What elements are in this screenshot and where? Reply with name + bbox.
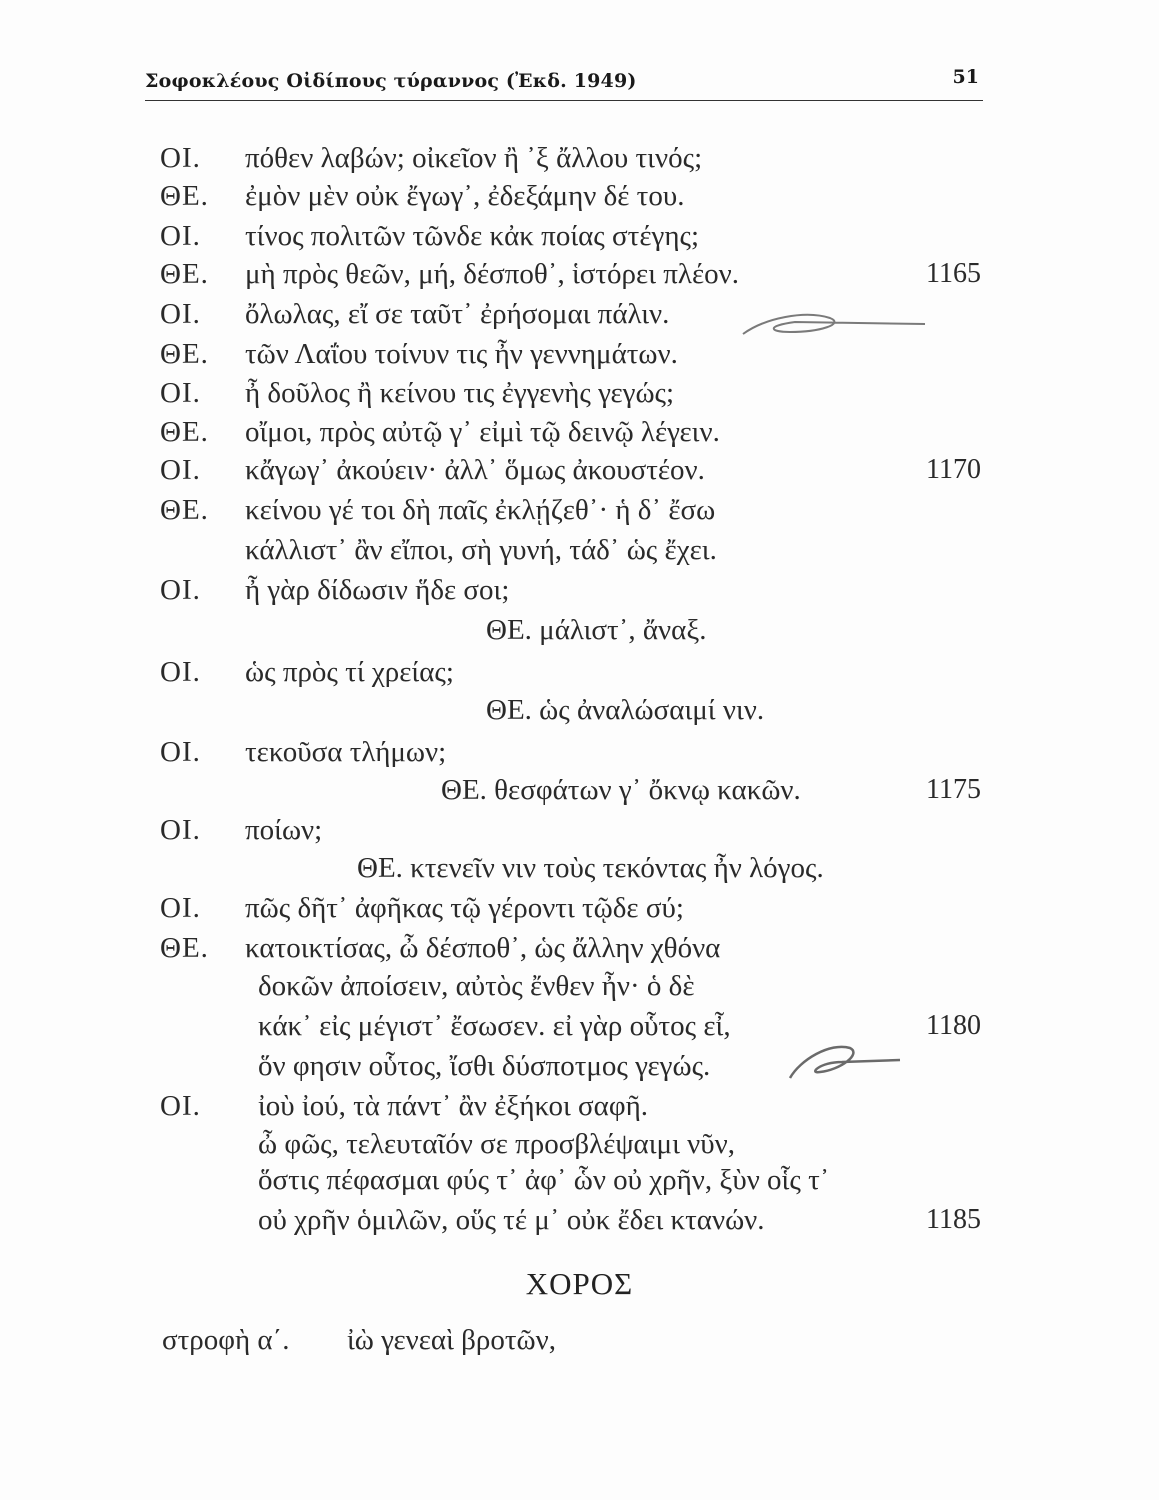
verse-line xyxy=(0,614,1159,648)
line-number: 1165 xyxy=(926,258,981,289)
verse-line xyxy=(0,656,1159,690)
verse-text: ἦ δοῦλος ἢ κείνου τις ἐγγενὴς γεγώς; xyxy=(245,377,675,409)
verse-line xyxy=(0,932,1159,966)
verse-text: ΘΕ. θεσφάτων γ᾽ ὄκνῳ κακῶν. xyxy=(441,774,801,806)
page-number: 51 xyxy=(952,66,979,88)
verse-text: τίνος πολιτῶν τῶνδε κἀκ ποίας στέγης; xyxy=(245,220,700,252)
speaker-label: ΟΙ. xyxy=(160,142,201,174)
line-number: 1175 xyxy=(926,774,981,805)
verse-text: ὅν φησιν οὗτος, ἴσθι δύσποτμος γεγώς. xyxy=(258,1050,711,1082)
verse-text: οἴμοι, πρὸς αὐτῷ γ᾽ εἰμὶ τῷ δεινῷ λέγειν. xyxy=(245,416,720,448)
verse-line xyxy=(0,892,1159,926)
verse-text: μὴ πρὸς θεῶν, μή, δέσποθ᾽, ἱστόρει πλέον. xyxy=(245,258,739,290)
running-header xyxy=(145,62,985,98)
speaker-label: ΟΙ. xyxy=(160,574,201,606)
verse-text: ἦ γὰρ δίδωσιν ἥδε σοι; xyxy=(245,574,510,606)
verse-line xyxy=(0,338,1159,372)
line-number: 1170 xyxy=(926,454,981,485)
speaker-label: ΟΙ. xyxy=(160,377,201,409)
verse-text: οὐ χρῆν ὁμιλῶν, οὕς τέ μ᾽ οὐκ ἔδει κτανών. xyxy=(258,1204,765,1236)
verse-line xyxy=(0,1010,1159,1044)
speaker-label: ΟΙ. xyxy=(160,736,201,768)
verse-line xyxy=(0,258,1159,292)
verse-text: πῶς δῆτ᾽ ἀφῆκας τῷ γέροντι τῷδε σύ; xyxy=(245,892,684,924)
speaker-label: ΘΕ. xyxy=(160,416,209,448)
verse-text: κείνου γέ τοι δὴ παῖς ἐκλῄζεθ᾽· ἡ δ᾽ ἔσω xyxy=(245,494,716,526)
verse-line xyxy=(0,298,1159,332)
verse-text: ὡς πρὸς τί χρείας; xyxy=(245,656,454,688)
verse-text: ὄλωλας, εἴ σε ταῦτ᾽ ἐρήσομαι πάλιν. xyxy=(245,298,670,330)
verse-line xyxy=(0,1128,1159,1162)
strophe-text: ἰὼ γενεαὶ βροτῶν, xyxy=(347,1324,557,1356)
verse-text: δοκῶν ἀποίσειν, αὐτὸς ἔνθεν ἦν· ὁ δὲ xyxy=(258,970,695,1002)
verse-line xyxy=(0,774,1159,808)
verse-line xyxy=(0,416,1159,450)
speaker-label: ΘΕ. xyxy=(160,494,209,526)
line-number: 1180 xyxy=(926,1010,981,1041)
verse-line xyxy=(0,1090,1159,1124)
verse-line xyxy=(0,1164,1159,1198)
speaker-label: ΘΕ. xyxy=(160,338,209,370)
verse-text: τῶν Λαΐου τοίνυν τις ἦν γεννημάτων. xyxy=(245,338,678,370)
verse-text: πόθεν λαβών; οἰκεῖον ἢ ᾽ξ ἄλλου τινός; xyxy=(245,142,703,174)
verse-line xyxy=(0,574,1159,608)
speaker-label: ΘΕ. xyxy=(160,180,209,212)
verse-text: ἰοὺ ἰού, τὰ πάντ᾽ ἂν ἐξήκοι σαφῆ. xyxy=(258,1090,649,1122)
verse-text: κάλλιστ᾽ ἂν εἴποι, σὴ γυνή, τάδ᾽ ὡς ἔχει. xyxy=(245,534,717,566)
speaker-label: ΟΙ. xyxy=(160,892,201,924)
pencil-mark xyxy=(780,1032,910,1088)
chorus-heading: ΧΟΡΟΣ xyxy=(525,1266,634,1301)
verse-text: ὦ φῶς, τελευταῖόν σε προσβλέψαιμι νῦν, xyxy=(258,1128,735,1160)
verse-text: κἄγωγ᾽ ἀκούειν· ἀλλ᾽ ὅμως ἀκουστέον. xyxy=(245,454,705,486)
verse-text: κατοικτίσας, ὦ δέσποθ᾽, ὡς ἄλλην χθόνα xyxy=(245,932,721,964)
verse-line xyxy=(0,1204,1159,1238)
speaker-label: ΘΕ. xyxy=(160,932,209,964)
speaker-label: ΟΙ. xyxy=(160,1090,201,1122)
verse-text: ὅστις πέφασμαι φύς τ᾽ ἀφ᾽ ὧν οὐ χρῆν, ξὺν οἷς τ᾽ xyxy=(258,1164,830,1196)
verse-text: ποίων; xyxy=(245,814,323,846)
verse-line xyxy=(0,377,1159,411)
pencil-mark xyxy=(735,300,935,344)
speaker-label: ΘΕ. xyxy=(160,258,209,290)
header-title: Σοφοκλέους Οἰδίπους τύραννος (Ἐκδ. 1949) xyxy=(145,70,637,92)
speaker-label: ΟΙ. xyxy=(160,220,201,252)
verse-text: ΘΕ. ὡς ἀναλώσαιμί νιν. xyxy=(486,694,765,726)
verse-text: ἐμὸν μὲν οὐκ ἔγωγ᾽, ἐδεξάμην δέ του. xyxy=(245,180,685,212)
speaker-label: ΟΙ. xyxy=(160,298,201,330)
line-number: 1185 xyxy=(926,1204,981,1235)
strophe-line xyxy=(0,1324,1159,1358)
verse-line xyxy=(0,694,1159,728)
verse-line xyxy=(0,1050,1159,1084)
verse-line xyxy=(0,180,1159,214)
strophe-label: στροφὴ α΄. xyxy=(162,1324,290,1356)
verse-line xyxy=(0,852,1159,886)
verse-line xyxy=(0,142,1159,176)
verse-line xyxy=(0,454,1159,488)
speaker-label: ΟΙ. xyxy=(160,814,201,846)
verse-text: ΘΕ. κτενεῖν νιν τοὺς τεκόντας ἦν λόγος. xyxy=(357,852,824,884)
verse-line xyxy=(0,534,1159,568)
verse-line xyxy=(0,736,1159,770)
speaker-label: ΟΙ. xyxy=(160,454,201,486)
verse-line xyxy=(0,494,1159,528)
verse-text: κάκ᾽ εἰς μέγιστ᾽ ἔσωσεν. εἰ γὰρ οὗτος εἶ, xyxy=(258,1010,731,1042)
verse-line xyxy=(0,814,1159,848)
verse-line xyxy=(0,970,1159,1004)
verse-line xyxy=(0,220,1159,254)
speaker-label: ΟΙ. xyxy=(160,656,201,688)
verse-text: τεκοῦσα τλήμων; xyxy=(245,736,447,768)
verse-text: ΘΕ. μάλιστ᾽, ἄναξ. xyxy=(486,614,707,646)
header-rule xyxy=(145,100,983,101)
